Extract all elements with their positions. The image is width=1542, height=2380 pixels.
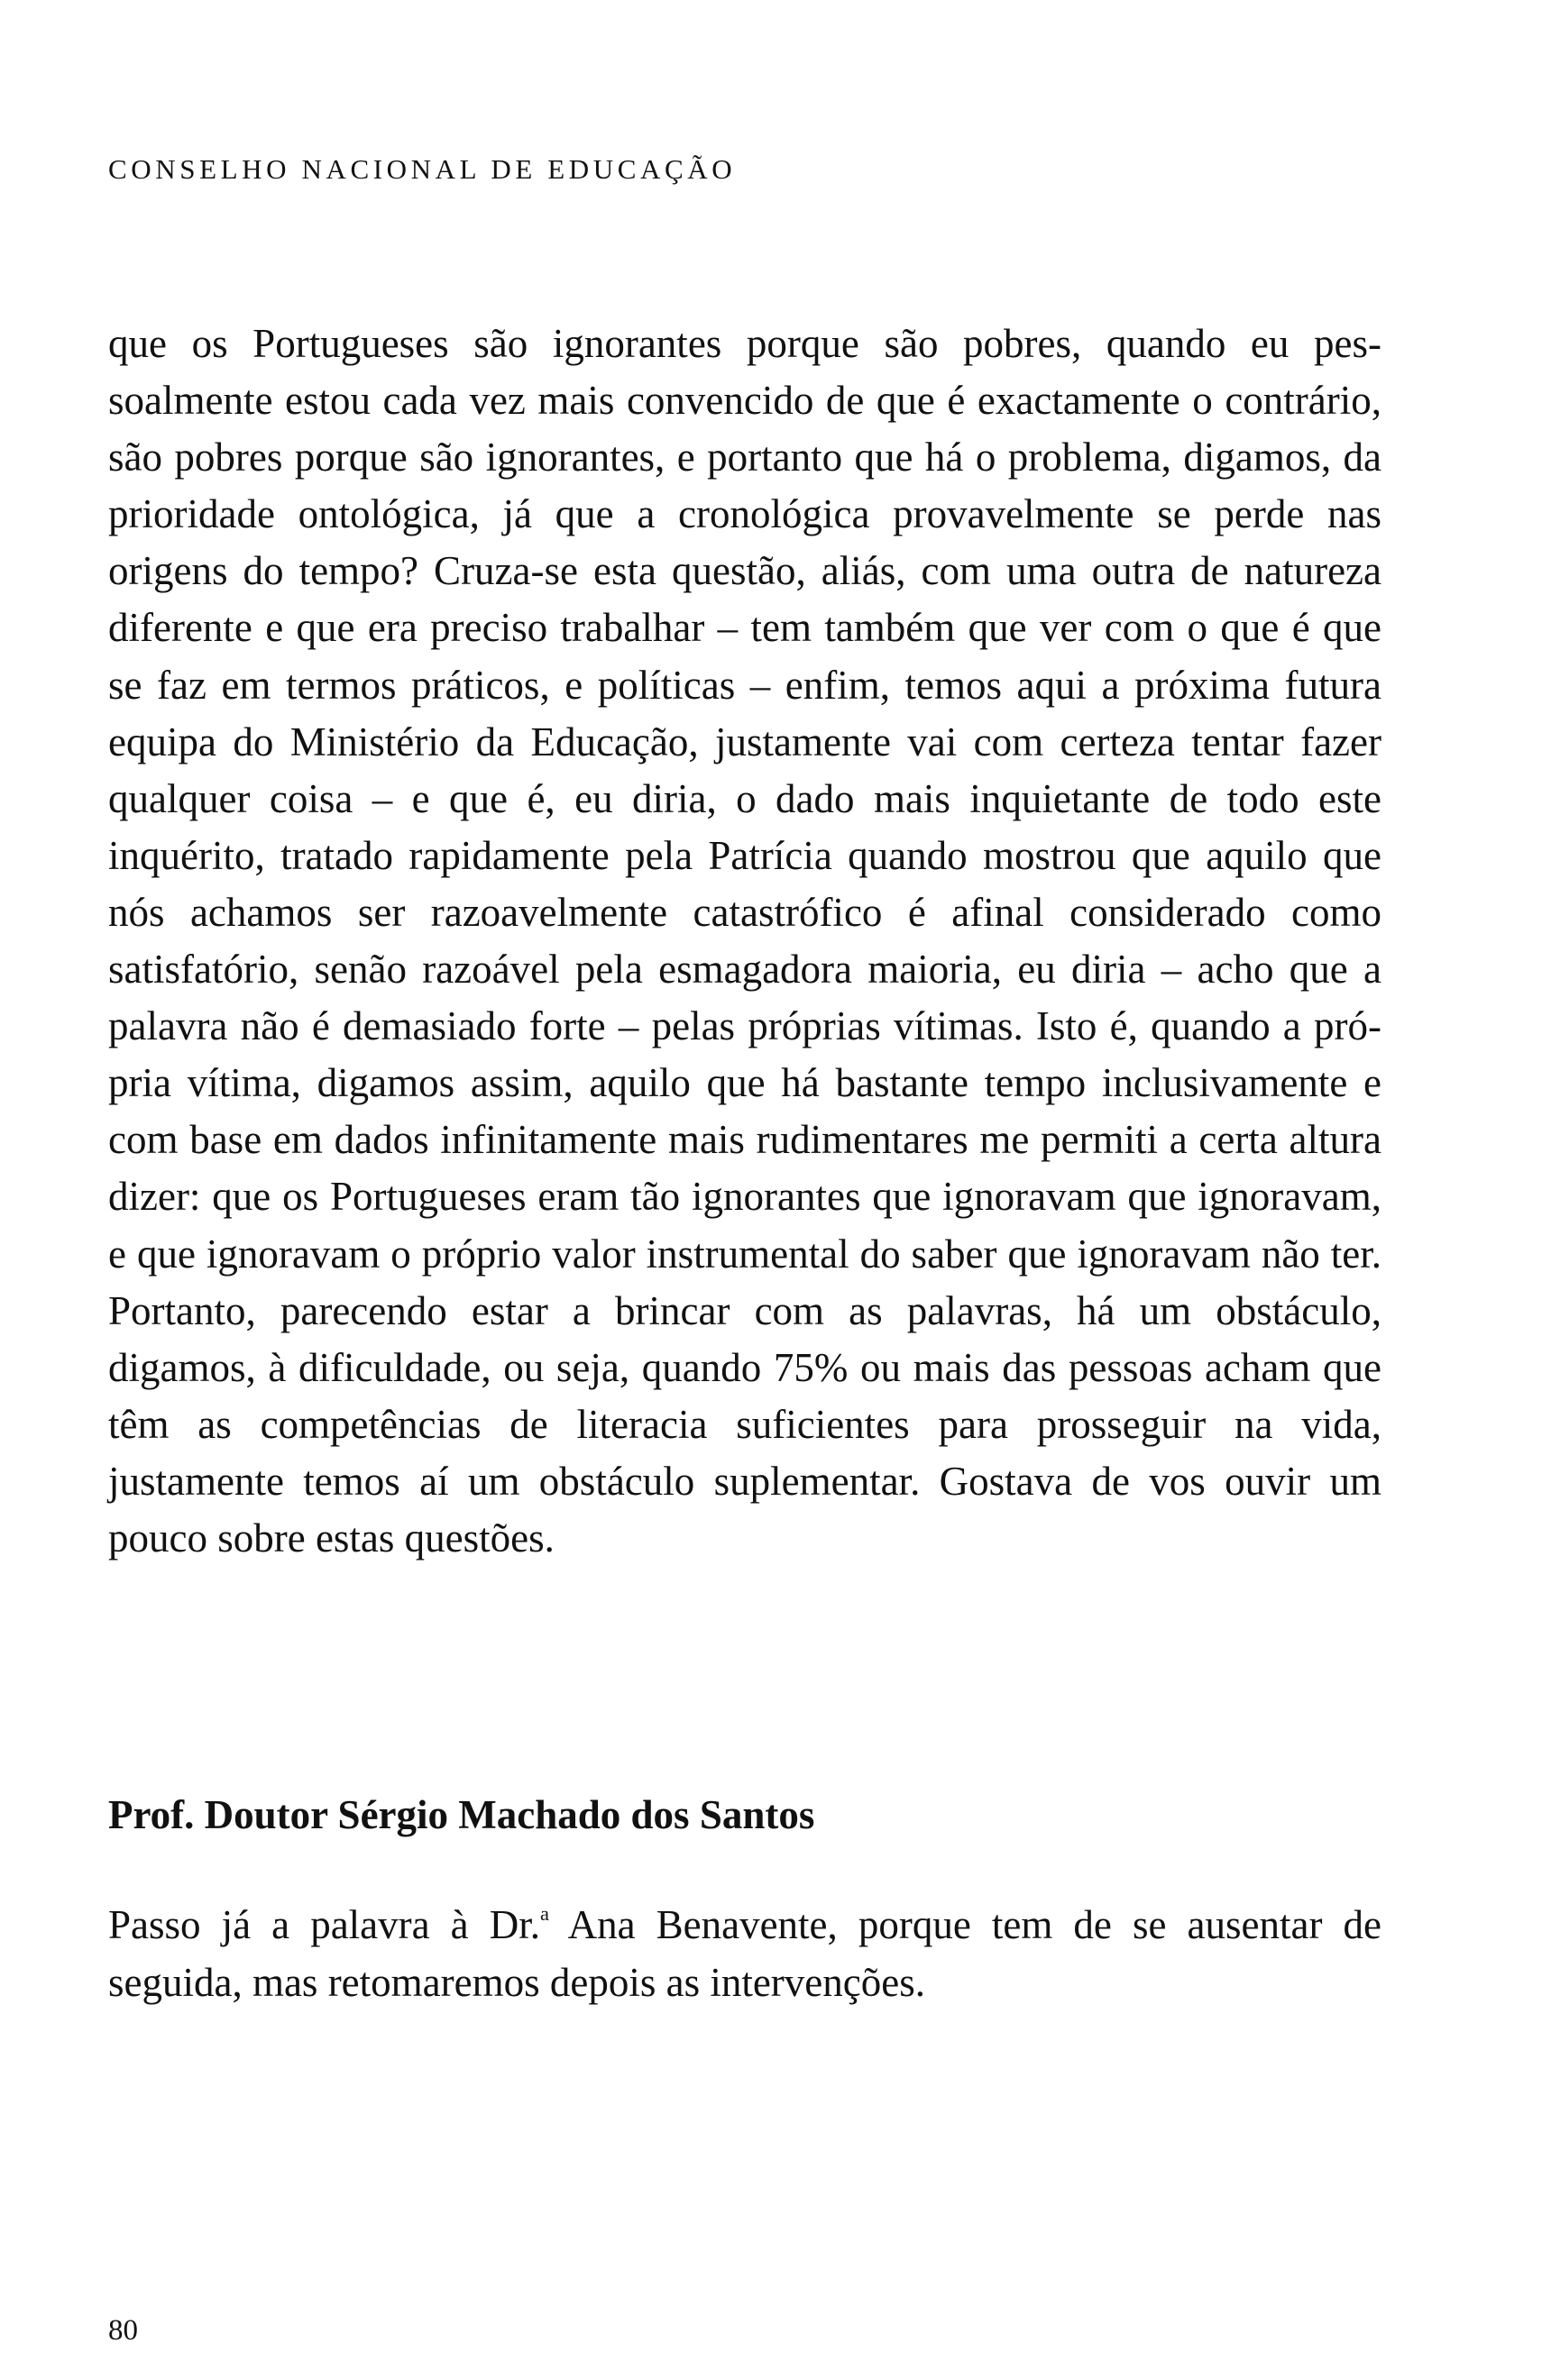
ordinal-superscript: a: [539, 1901, 549, 1925]
page-number: 80: [108, 2314, 138, 2347]
speaker-heading: Prof. Doutor Sérgio Machado dos Santos: [108, 1792, 815, 1837]
running-header: CONSELHO NACIONAL DE EDUCAÇÃO: [108, 153, 737, 185]
body-paragraph-speaker: [108, 1896, 1381, 2011]
paragraph-text-end: Ana Benavente, porque tem de se ausentar de seguida, mas retomaremos depois as intervenções.: [108, 1902, 1382, 2005]
paragraph-text-start: Passo já a palavra à Dr.: [108, 1902, 540, 1947]
body-paragraph: que os Portugueses são ignorantes porque são pobres, quando eu pessoalmente estou cada vez mais convencido de que é exactamente o contrário, são pobres porque são ignorantes, e portanto que há o problema, digamos, da prioridade ontológica, já que a cronológica provavelmente se perde nas origens do tempo? Cruza-se esta questão, aliás, com uma outra de natureza diferente e que era preciso trabalhar – tem também que ver com o que é que se faz em termos práticos, e políticas – enfim, temos aqui a próxima futura equipa do Ministério da Educação, justamente vai com certeza tentar fazer qualquer coisa – e que é, eu diria, o dado mais inquietante de todo este inquérito, tratado rapidamente pela Patrícia quando mostrou que aquilo que nós achamos ser razoavelmente catastrófico é afinal considerado como satisfatório, senão razoável pela esmagadora maioria, eu diria – acho que a palavra não é demasiado forte – pelas próprias vítimas. Isto é, quando a própria vítima, digamos assim, aquilo que há bastante tempo inclusivamente e com base em dados infinitamente mais rudimentares me permiti a certa altura dizer: que os Portugueses eram tão ignorantes que ignoravam que ignoravam, e que ignoravam o próprio valor instrumental do saber que ignoravam não ter. Portanto, parecendo estar a brincar com as palavras, há um obstáculo, digamos, à dificuldade, ou seja, quando 75% ou mais das pessoas acham que têm as competências de literacia suficientes para prosseguir na vida, justamente temos aí um obstáculo suplementar. Gostava de vos ouvir um pouco sobre estas questões.: [108, 321, 1381, 1561]
